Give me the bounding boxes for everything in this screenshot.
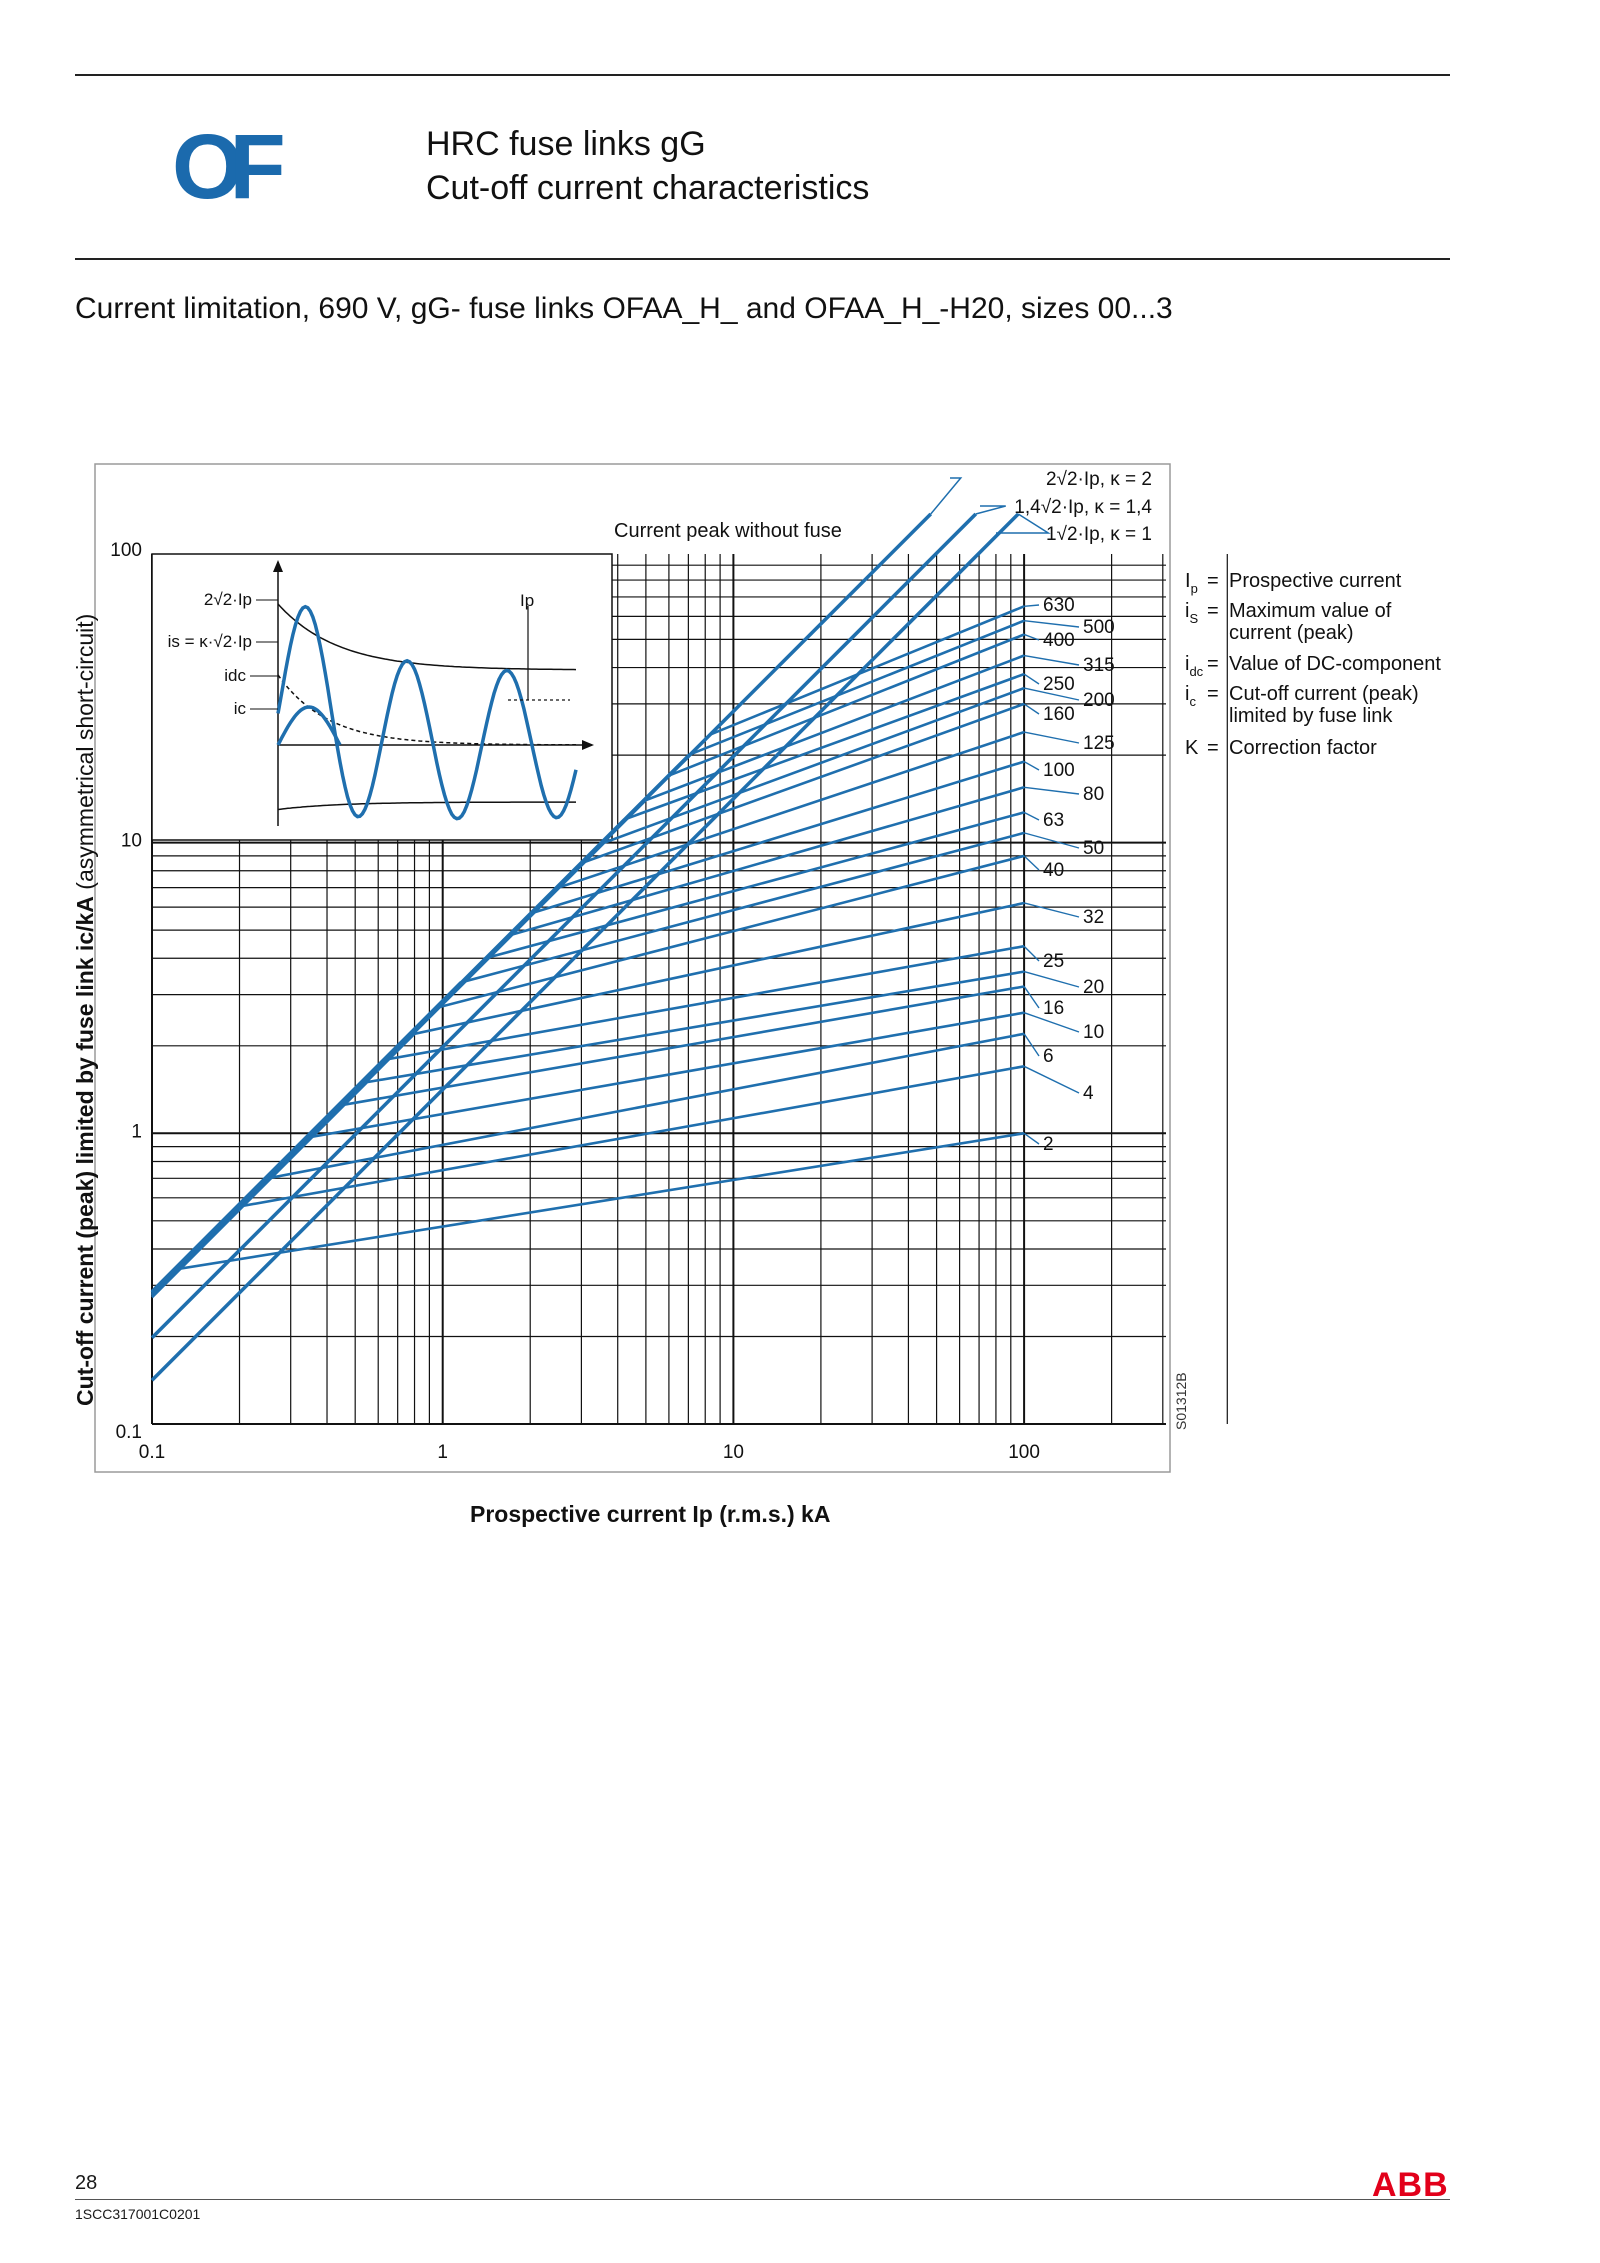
rating-label-400: 400 bbox=[1043, 630, 1075, 651]
page-title-line1: HRC fuse links gG bbox=[426, 125, 706, 163]
fuse-curve-2 bbox=[152, 1133, 1024, 1292]
footer-rule bbox=[75, 2199, 1450, 2200]
y-tick-label: 100 bbox=[110, 539, 142, 561]
chart-subtitle: Current limitation, 690 V, gG- fuse links OFAA_H_ and OFAA_H_-H20, sizes 00...3 bbox=[75, 292, 1173, 325]
peak-leader-1 bbox=[931, 478, 961, 514]
rating-label-200: 200 bbox=[1083, 690, 1115, 711]
rating-leader-6 bbox=[1024, 1034, 1039, 1056]
rating-label-100: 100 bbox=[1043, 760, 1075, 781]
fuse-curve-32 bbox=[152, 903, 1024, 1296]
y-tick-label: 0.1 bbox=[115, 1422, 142, 1443]
rating-label-250: 250 bbox=[1043, 674, 1075, 695]
page-number: 28 bbox=[75, 2172, 98, 2194]
fuse-curve-25 bbox=[152, 946, 1024, 1295]
peak-label-3: 1√2·Ip, κ = 1 bbox=[1045, 524, 1152, 545]
figure-code: S01312B bbox=[1173, 1372, 1189, 1430]
fuse-curve-63 bbox=[152, 812, 1024, 1291]
rating-label-125: 125 bbox=[1083, 733, 1115, 754]
legend-text: Cut-off current (peak) limited by fuse link bbox=[1229, 683, 1419, 727]
x-tick-label: 0.1 bbox=[138, 1442, 166, 1463]
waveform-inset bbox=[152, 554, 612, 840]
curve-labels bbox=[931, 469, 1153, 1155]
peak-label-2: 1,4√2·Ip, κ = 1,4 bbox=[1014, 497, 1152, 518]
rating-leader-40 bbox=[1024, 856, 1039, 870]
inset-label-ip: Ip bbox=[520, 591, 535, 610]
rating-label-50: 50 bbox=[1083, 838, 1105, 859]
fuse-curve-40 bbox=[152, 856, 1024, 1292]
legend-equals: = bbox=[1207, 600, 1219, 622]
rating-leader-630 bbox=[1024, 605, 1039, 606]
legend-symbol: $I_p$ bbox=[1185, 570, 1198, 596]
legend-text: Correction factor bbox=[1229, 737, 1377, 759]
x-tick-label: 10 bbox=[722, 1442, 744, 1463]
fuse-curve-100 bbox=[152, 762, 1024, 1292]
rating-label-16: 16 bbox=[1043, 998, 1065, 1019]
abb-logo-text: ABB bbox=[1372, 2166, 1449, 2200]
rating-label-40: 40 bbox=[1043, 860, 1065, 881]
y-tick-label: 1 bbox=[131, 1121, 142, 1143]
legend-text: Prospective current bbox=[1229, 570, 1402, 592]
rating-leader-315 bbox=[1024, 656, 1079, 665]
rating-leader-16 bbox=[1024, 986, 1039, 1008]
rating-label-315: 315 bbox=[1083, 655, 1115, 676]
legend-symbol: K bbox=[1185, 737, 1199, 759]
rating-leader-125 bbox=[1024, 732, 1079, 743]
rating-label-6: 6 bbox=[1043, 1046, 1054, 1067]
y-axis-label bbox=[72, 614, 98, 1406]
fuse-curve-4 bbox=[152, 1066, 1024, 1294]
rating-leader-4 bbox=[1024, 1066, 1079, 1093]
rating-label-160: 160 bbox=[1043, 704, 1075, 725]
rating-leader-63 bbox=[1024, 812, 1039, 820]
rating-label-4: 4 bbox=[1083, 1083, 1094, 1104]
y-axis-label-bold: Cut-off current (peak) limited by fuse link ic/kA bbox=[72, 896, 98, 1406]
legend-equals: = bbox=[1207, 570, 1219, 592]
rating-label-10: 10 bbox=[1083, 1022, 1105, 1043]
legend-text: Maximum value of current (peak) bbox=[1229, 600, 1392, 644]
rating-leader-2 bbox=[1024, 1133, 1039, 1144]
legend-symbol: $i_{dc}$ bbox=[1185, 653, 1204, 679]
inset-label-peak: 2√2·Ip bbox=[203, 590, 252, 609]
legend-equals: = bbox=[1207, 653, 1219, 675]
x-tick-label: 1 bbox=[437, 1442, 448, 1463]
rating-label-20: 20 bbox=[1083, 977, 1105, 998]
legend-equals: = bbox=[1207, 683, 1219, 705]
inset-label-ic: ic bbox=[233, 699, 246, 718]
y-tick-label: 10 bbox=[120, 830, 142, 852]
x-axis-label: Prospective current Ip (r.m.s.) kA bbox=[470, 1501, 831, 1527]
rating-leader-500 bbox=[1024, 621, 1079, 627]
y-axis-label-normal: (asymmetrical short-circuit) bbox=[72, 613, 98, 890]
rating-label-630: 630 bbox=[1043, 595, 1075, 616]
rating-leader-20 bbox=[1024, 972, 1079, 987]
rating-label-2: 2 bbox=[1043, 1134, 1054, 1155]
legend-equals: = bbox=[1207, 737, 1219, 759]
rating-label-500: 500 bbox=[1083, 617, 1115, 638]
rating-leader-50 bbox=[1024, 833, 1079, 848]
abb-logo bbox=[1372, 2166, 1452, 2200]
rating-label-25: 25 bbox=[1043, 951, 1065, 972]
peak-leader-2 bbox=[976, 506, 1006, 514]
inset-label-is: is = κ·√2·Ip bbox=[167, 632, 252, 651]
document-code: 1SCC317001C0201 bbox=[75, 2206, 201, 2222]
rating-leader-250 bbox=[1024, 674, 1039, 684]
rating-leader-32 bbox=[1024, 903, 1079, 917]
peak-label-1: 2√2·Ip, κ = 2 bbox=[1045, 469, 1152, 490]
legend-text: Value of DC-component bbox=[1229, 653, 1441, 675]
symbol-legend bbox=[1185, 570, 1441, 759]
current-peak-label: Current peak without fuse bbox=[614, 520, 842, 542]
legend-symbol: $i_c$ bbox=[1185, 683, 1196, 709]
fuse-curve-80 bbox=[152, 787, 1024, 1293]
rating-label-63: 63 bbox=[1043, 810, 1065, 831]
rating-leader-80 bbox=[1024, 787, 1079, 794]
rating-label-32: 32 bbox=[1083, 907, 1105, 928]
rating-leader-100 bbox=[1024, 762, 1039, 770]
inset-label-idc: idc bbox=[224, 666, 246, 685]
rating-label-80: 80 bbox=[1083, 784, 1105, 805]
logo-text: OF bbox=[172, 126, 272, 204]
x-tick-label: 100 bbox=[1008, 1442, 1040, 1463]
page-title-line2: Cut-off current characteristics bbox=[426, 169, 870, 207]
rating-leader-160 bbox=[1024, 704, 1039, 714]
legend-symbol: $i_S$ bbox=[1185, 600, 1199, 626]
